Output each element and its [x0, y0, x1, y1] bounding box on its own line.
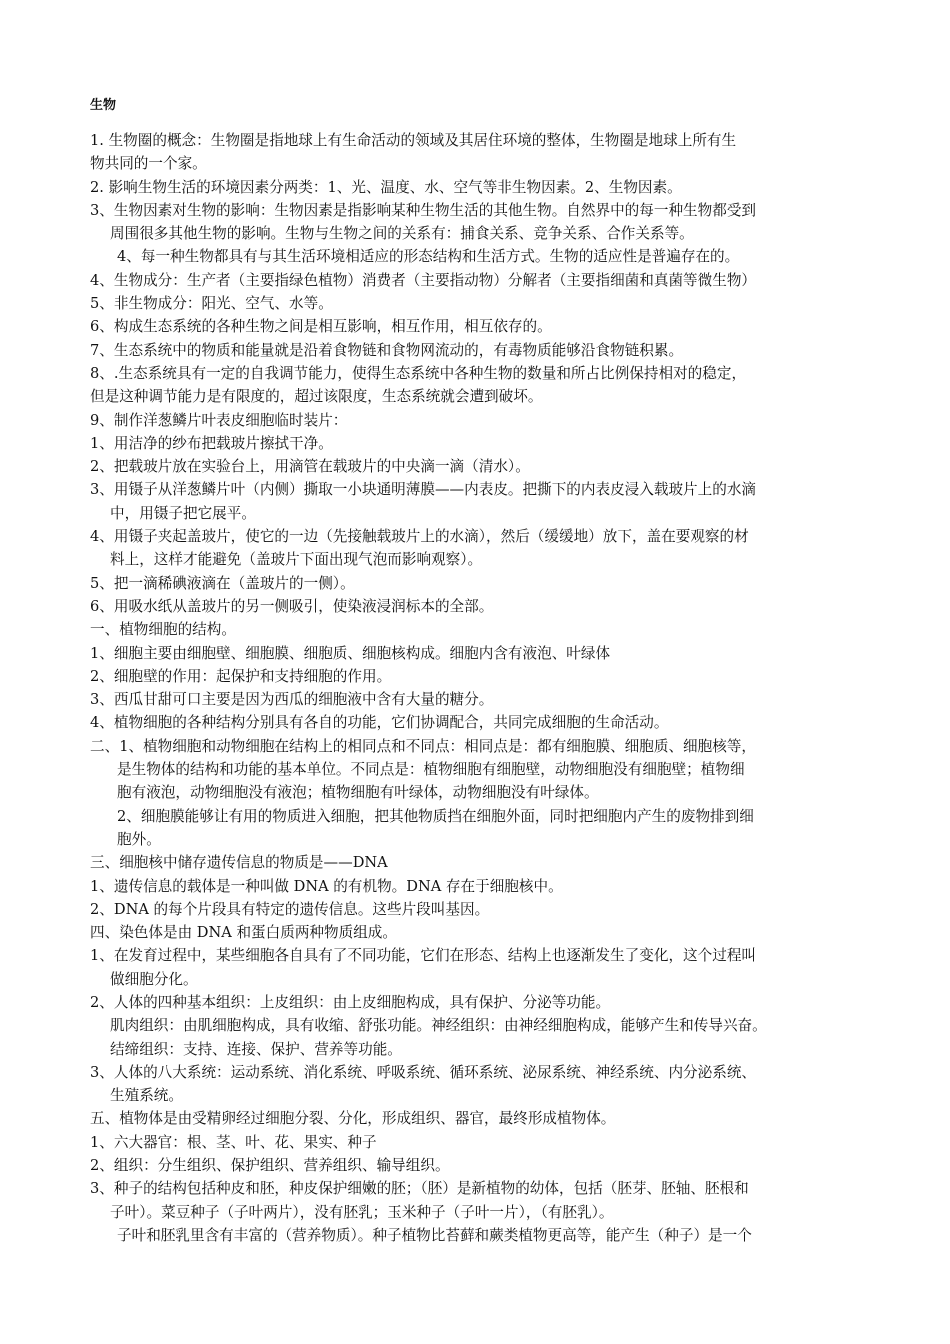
doc-line: 料上，这样才能避免（盖玻片下面出现气泡而影响观察）。: [110, 551, 483, 569]
doc-line: 2、细胞壁的作用：起保护和支持细胞的作用。: [90, 667, 392, 685]
doc-line: 胞有液泡，动物细胞没有液泡；植物细胞有叶绿体，动物细胞没有叶绿体。: [117, 784, 599, 802]
doc-line: 2、人体的四种基本组织：上皮组织：由上皮细胞构成，具有保护、分泌等功能。: [90, 993, 611, 1011]
doc-line: 1. 生物圈的概念：生物圈是指地球上有生命活动的领域及其居住环境的整体，生物圈是地球上所有生: [90, 132, 737, 149]
doc-line: 2. 影响生物生活的环境因素分两类：1、光、温度、水、空气等非生物因素。2、生物因素。: [90, 178, 682, 196]
doc-line: 9、制作洋葱鳞片叶表皮细胞临时装片：: [90, 411, 348, 429]
doc-line: 5、把一滴稀碘液滴在（盖玻片的一侧）。: [90, 574, 355, 592]
doc-line: 2、细胞膜能够让有用的物质进入细胞，把其他物质挡在细胞外面，同时把细胞内产生的废物排到细: [117, 807, 754, 825]
doc-line: 五、植物体是由受精卵经过细胞分裂、分化，形成组织、器官，最终形成植物体。: [90, 1110, 616, 1128]
doc-line: 子叶）。菜豆种子（子叶两片），没有胚乳；玉米种子（子叶一片），（有胚乳）。: [110, 1203, 614, 1221]
doc-line: 但是这种调节能力是有限度的，超过该限度，生态系统就会遭到破坏。: [90, 388, 543, 406]
doc-line: 四、染色体是由 DNA 和蛋白质两种物质组成。: [90, 924, 397, 942]
doc-line: 6、用吸水纸从盖玻片的另一侧吸引，使染液浸润标本的全部。: [90, 597, 494, 615]
doc-line: 结缔组织：支持、连接、保护、营养等功能。: [110, 1040, 402, 1058]
doc-line: 做细胞分化。: [110, 970, 198, 988]
doc-line: 2、DNA 的每个片段具有特定的遗传信息。这些片段叫基因。: [90, 900, 490, 918]
doc-line: 4、植物细胞的各种结构分别具有各自的功能，它们协调配合，共同完成细胞的生命活动。: [90, 714, 669, 732]
doc-line: 1、用洁净的纱布把载玻片擦拭干净。: [90, 434, 333, 452]
doc-line: 5、非生物成分：阳光、空气、水等。: [90, 295, 333, 313]
doc-line: 中，用镊子把它展平。: [110, 504, 256, 522]
doc-line: 4、用镊子夹起盖玻片，使它的一边（先接触载玻片上的水滴），然后（缓缓地）放下，盖在要观察的材: [90, 528, 749, 546]
doc-line: 1、细胞主要由细胞壁、细胞膜、细胞质、细胞核构成。细胞内含有液泡、叶绿体: [90, 644, 611, 662]
doc-body: [0, 129, 950, 1247]
doc-line: 6、构成生态系统的各种生物之间是相互影响，相互作用，相互依存的。: [90, 318, 552, 336]
doc-line: 周围很多其他生物的影响。生物与生物之间的关系有：捕食关系、竞争关系、合作关系等。: [110, 225, 694, 243]
doc-line: 生殖系统。: [110, 1087, 183, 1105]
doc-line: 一、植物细胞的结构。: [90, 621, 236, 639]
doc-line: 1、在发育过程中，某些细胞各自具有了不同功能，它们在形态、结构上也逐渐发生了变化，这个过程叫: [90, 947, 757, 965]
doc-line: 三、细胞核中储存遗传信息的物质是——DNA: [90, 854, 388, 872]
doc-line: 4、生物成分：生产者（主要指绿色植物）消费者（主要指动物）分解者（主要指细菌和真菌等微生物）: [90, 271, 757, 289]
doc-line: 7、生态系统中的物质和能量就是沿着食物链和食物网流动的，有毒物质能够沿食物链积累。: [90, 341, 684, 359]
doc-title: 生物: [90, 98, 117, 113]
doc-line: 8、.生态系统具有一定的自我调节能力，使得生态系统中各种生物的数量和所占比例保持相对的稳定，: [90, 364, 747, 382]
doc-line: 3、生物因素对生物的影响：生物因素是指影响某种生物生活的其他生物。自然界中的每一种生物都受到: [90, 201, 757, 219]
doc-line: 肌肉组织：由肌细胞构成，具有收缩、舒张功能。神经组织：由神经细胞构成，能够产生和传导兴奋。: [110, 1017, 767, 1035]
doc-line: 2、组织：分生组织、保护组织、营养组织、输导组织。: [90, 1157, 450, 1175]
doc-line: 3、人体的八大系统：运动系统、消化系统、呼吸系统、循环系统、泌尿系统、神经系统、内分泌系统、: [90, 1063, 757, 1081]
doc-line: 二、1、植物细胞和动物细胞在结构上的相同点和不同点：相同点是：都有细胞膜、细胞质、细胞核等，: [90, 737, 757, 755]
doc-line: 是生物体的结构和功能的基本单位。不同点是：植物细胞有细胞壁，动物细胞没有细胞壁；植物细: [117, 761, 745, 779]
doc-line: 1、六大器官：根、茎、叶、花、果实、种子: [90, 1133, 377, 1151]
doc-line: 3、西瓜甘甜可口主要是因为西瓜的细胞液中含有大量的糖分。: [90, 691, 494, 709]
doc-line: 1、遗传信息的载体是一种叫做 DNA 的有机物。DNA 存在于细胞核中。: [90, 877, 563, 895]
doc-line: 胞外。: [117, 830, 161, 848]
doc-line: 4、每一种生物都具有与其生活环境相适应的形态结构和生活方式。生物的适应性是普遍存在的。: [117, 248, 740, 266]
doc-line: 物共同的一个家。: [90, 155, 207, 173]
doc-line: 2、把载玻片放在实验台上，用滴管在载玻片的中央滴一滴（清水）。: [90, 458, 530, 476]
doc-line: 3、用镊子从洋葱鳞片叶（内侧）撕取一小块通明薄膜——内表皮。把撕下的内表皮浸入载玻片上的水滴: [90, 481, 757, 499]
doc-line: 子叶和胚乳里含有丰富的（营养物质）。种子植物比苔藓和蕨类植物更高等，能产生（种子）是一个: [117, 1226, 752, 1244]
doc-line: 3、种子的结构包括种皮和胚，种皮保护细嫩的胚；（胚）是新植物的幼体，包括（胚芽、胚轴、胚根和: [90, 1180, 749, 1198]
